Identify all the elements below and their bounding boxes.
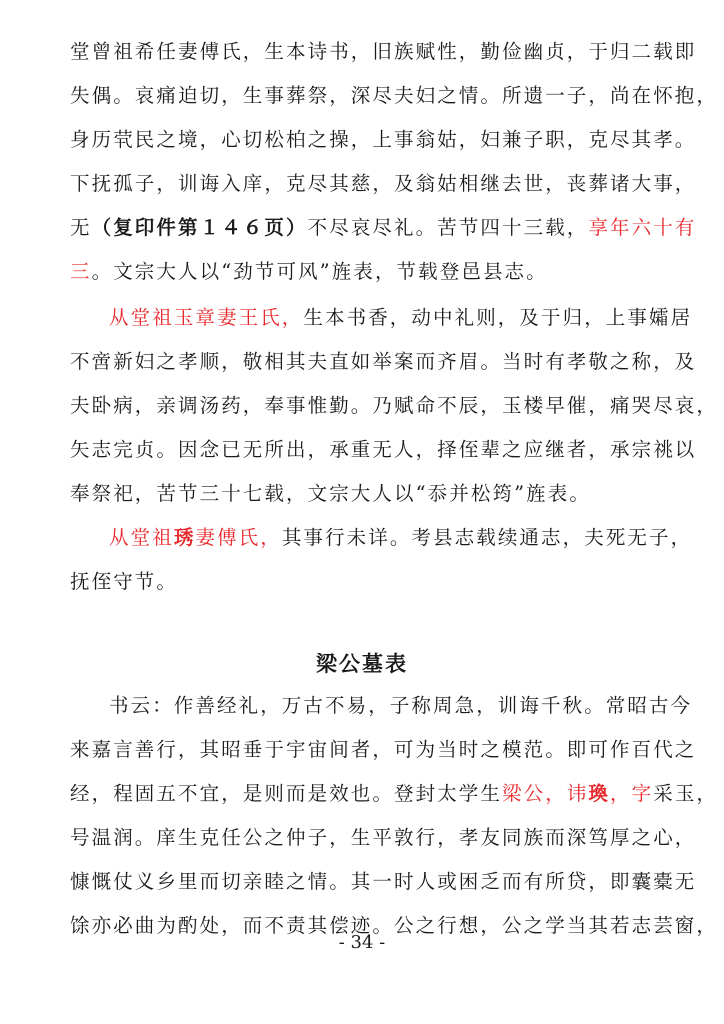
photocopy-page-note: （复印件第１４６页） xyxy=(91,216,308,239)
text-line: 抚侄守节。 xyxy=(70,570,179,593)
highlighted-name: ，字 xyxy=(610,782,654,805)
text-line: 来嘉言善行，其昭垂于宇宙间者，可为当时之模范。即可作百代之 xyxy=(70,738,697,761)
page-number: - 34 - xyxy=(338,932,386,953)
text-run: 其事行未详。考县志载续通志，夫死无子， xyxy=(281,526,693,549)
highlighted-name: 瑍 xyxy=(588,782,611,805)
highlighted-name: 梁公，讳 xyxy=(502,782,589,805)
text-line: 慷慨仗义乡里而切亲睦之情。其一时人或困乏而有所贷，即囊橐无 xyxy=(70,870,697,893)
paragraph-first-line xyxy=(109,306,692,330)
section-title: 梁公墓表 xyxy=(316,651,408,676)
text-line: 号温润。庠生克任公之仲子，生平敦行，孝友同族而深笃厚之心， xyxy=(70,826,697,849)
text-line: 馀亦必曲为酌处，而不责其偿迹。公之行想，公之学当其若志芸窗， xyxy=(70,914,719,937)
text-run: 无 xyxy=(70,216,92,239)
text-run: 采玉， xyxy=(653,782,719,805)
text-line: 堂曾祖希任妻傅氏，生本诗书，旧族赋性，勤俭幽贞，于归二载即 xyxy=(70,40,697,63)
text-run: 经，程固五不宜，是则而是效也。登封太学生 xyxy=(70,782,503,805)
text-run: 生本书香，动中礼则，及于归，上事孀居 xyxy=(303,306,693,329)
text-line: 奉祭祀，苦节三十七载，文宗大人以“忝并松筠”旌表。 xyxy=(70,482,591,505)
highlighted-text: 享年六十有 xyxy=(588,216,697,239)
text-line xyxy=(70,782,718,806)
text-line: 夫卧病，亲调汤药，奉事惟勤。乃赋命不辰，玉楼早催，痛哭尽哀， xyxy=(70,394,719,417)
highlighted-name: 妻傅氏， xyxy=(195,526,282,549)
text-line: 不啻新妇之孝顺，敬相其夫直如举案而齐眉。当时有孝敬之称，及 xyxy=(70,350,697,373)
text-line: 矢志完贞。因念已无所出，承重无人，择侄辈之应继者，承宗祧以 xyxy=(70,438,697,461)
text-line xyxy=(70,216,696,240)
text-run: 不尽哀尽礼。苦节四十三载， xyxy=(307,216,589,239)
paragraph-first-line xyxy=(109,526,692,550)
text-line: 失偶。哀痛迫切，生事葬祭，深尽夫妇之情。所遗一子，尚在怀抱， xyxy=(70,84,719,107)
text-line: 身历茕民之境，心切松柏之操，上事翁姑，妇兼子职，克尽其孝。 xyxy=(70,128,697,151)
highlighted-name: 从堂祖 xyxy=(109,526,174,549)
paragraph-first-line: 书云：作善经礼，万古不易，子称周急，训诲千秋。常昭古今 xyxy=(109,694,693,717)
text-line: 下抚孤子，训诲入庠，克尽其慈，及翁姑相继去世，丧葬诸大事， xyxy=(70,172,697,195)
text-line xyxy=(70,260,548,284)
text-run: 。文宗大人以“劲节可风”旌表，节载登邑县志。 xyxy=(91,260,548,283)
highlighted-name: 从堂祖玉章妻王氏， xyxy=(109,306,304,329)
highlighted-text: 三 xyxy=(70,260,92,283)
highlighted-name: 琇 xyxy=(173,526,196,549)
